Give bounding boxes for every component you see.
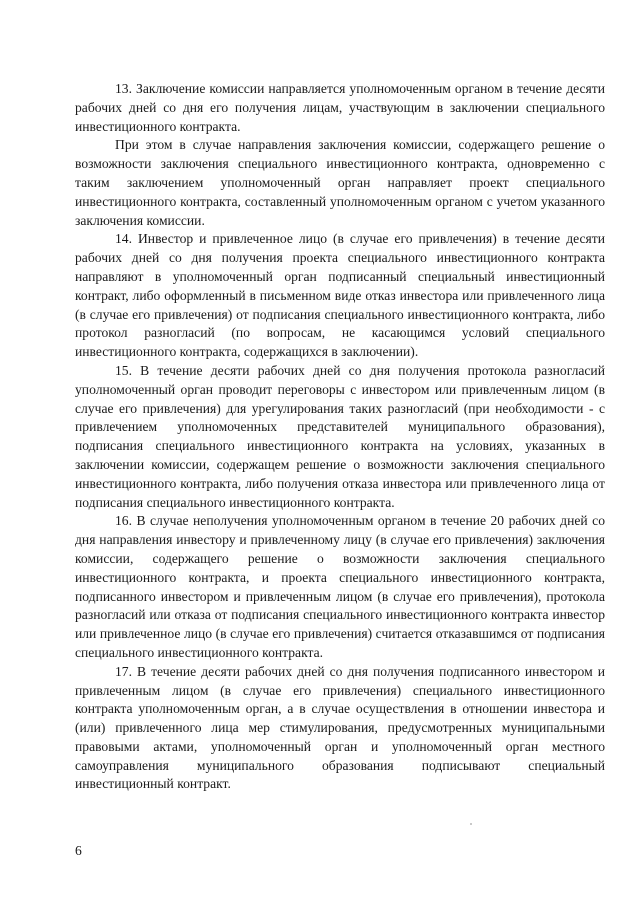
paragraph-15: 15. В течение десяти рабочих дней со дня получения протокола разногласий уполномоченный орган проводит переговоры с инвестором или привлеченным лицом (в случае его привлечения) для урегулирования таких разногласий (при необходимости - с привлечением уполномоченных представителей муниципального образования), подписания специального инвестиционного контракта на условиях, указанных в заключении комиссии, содержащем решение о возможности заключения специального инвестиционного контракта, либо получения отказа инвестора или привлеченного лица от подписания специального инвестиционного контракта. (75, 362, 605, 510)
paragraph-13-continuation: При этом в случае направления заключения комиссии, содержащего решение о возможности заключения специального инвестиционного контракта, одновременно с таким заключением уполномоченный орган направляет проект специального инвестиционного контракта, составленный уполномоченным органом с учетом указанного заключения комиссии. (75, 137, 605, 228)
paragraph-16: 16. В случае неполучения уполномоченным органом в течение 20 рабочих дней со дня направления инвестору и привлеченному лицу (в случае его привлечения) заключения комиссии, содержащего решение о возможности заключения специального инвестиционного контракта, и проекта специального инвестиционного контракта, подписанного инвестором и привлеченным лицом (в случае его привлечения), протокола разногласий или отказа от подписания специального инвестиционного контракта инвестор или привлеченное лицо (в случае его привлечения) считается отказавшимся от подписания специального инвестиционного контракта. (75, 513, 605, 660)
scan-speck (470, 823, 472, 825)
paragraph-17: 17. В течение десяти рабочих дней со дня получения подписанного инвестором и привлеченным лицом (в случае его привлечения) специального инвестиционного контракта уполномоченным орган, а в случае осуществления в отношении инвестора и (или) привлеченного лица мер стимулирования, предусмотренных муниципальными правовыми актами, уполномоченный орган и уполномоченный орган местного самоуправления муниципального образования подписывают специальный инвестиционный контракт. (75, 663, 605, 792)
paragraph-14: 14. Инвестор и привлеченное лицо (в случае его привлечения) в течение десяти рабочих дней со дня получения проекта специального инвестиционного контракта направляют в уполномоченный орган подписанный специальный инвестиционный контракт, либо оформленный в письменном виде отказ инвестора или привлеченного лица (в случае его привлечения) от подписания специального инвестиционного контракта, либо протокол разногласий (по вопросам, не касающимся условий специального инвестиционного контракта, содержащихся в заключении). (75, 231, 605, 360)
page-number: 6 (75, 843, 82, 858)
document-body (75, 80, 605, 794)
paragraph-13: 13. Заключение комиссии направляется уполномоченным органом в течение десяти рабочих дней со дня его получения лицам, участвующим в заключении специального инвестиционного контракта. (75, 81, 605, 134)
